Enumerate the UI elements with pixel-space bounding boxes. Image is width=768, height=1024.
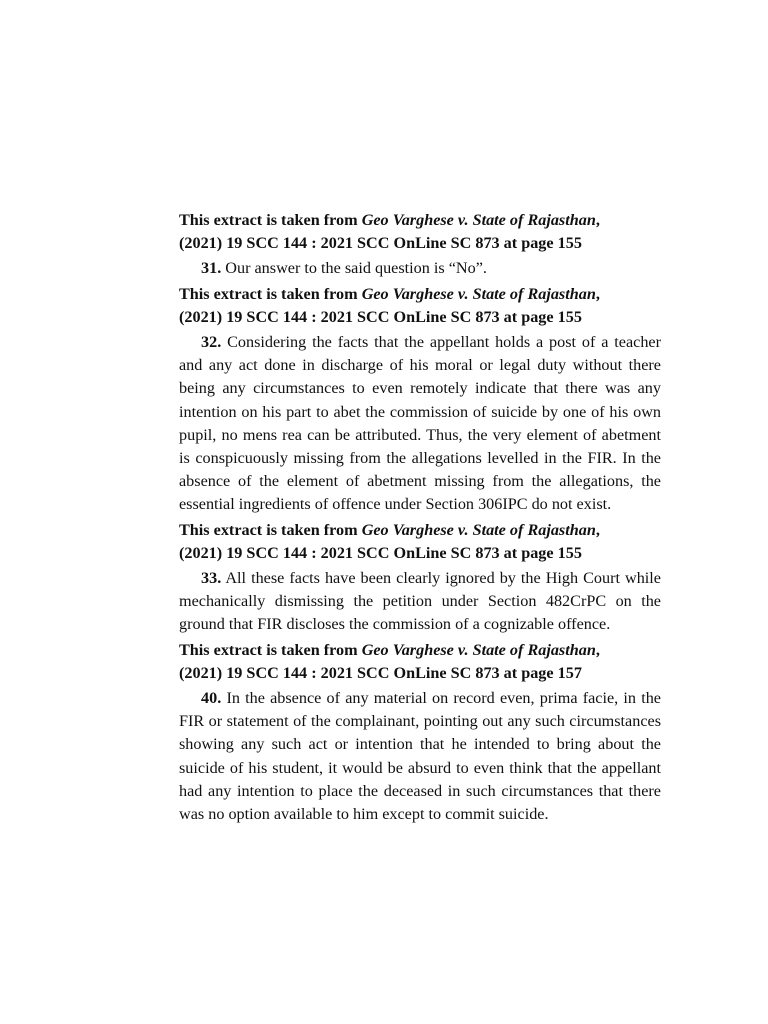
paragraph-number: 33. <box>201 569 222 588</box>
extract-header <box>179 209 661 255</box>
extract-header <box>179 519 661 565</box>
extract-prefix: This extract is taken from <box>179 284 362 303</box>
citation: (2021) 19 SCC 144 : 2021 SCC OnLine SC 873 at page 157 <box>179 663 582 682</box>
document-page <box>179 209 661 828</box>
paragraph-text: Considering the facts that the appellant holds a post of a teacher and any act done in discharge of his moral or legal duty without there being any circumstances to even remotely indicate that there was any intention on his part to abet the commission of suicide by one of his own pupil, no mens rea can be attributed. Thus, the very element of abetment is conspicuously missing from the allegations levelled in the FIR. In the absence of the element of abetment missing from the allegations, the essential ingredients of offence under Section 306IPC do not exist. <box>179 333 661 514</box>
paragraph-text: Our answer to the said question is “No”. <box>221 259 487 278</box>
extract-block <box>179 209 661 281</box>
citation: (2021) 19 SCC 144 : 2021 SCC OnLine SC 873 at page 155 <box>179 543 582 562</box>
extract-suffix: , <box>595 640 600 659</box>
paragraph-number: 32. <box>201 333 222 352</box>
extract-prefix: This extract is taken from <box>179 520 362 539</box>
case-name: Geo Varghese v. State of Rajasthan <box>361 211 596 229</box>
extract-suffix: , <box>595 520 600 539</box>
citation: (2021) 19 SCC 144 : 2021 SCC OnLine SC 873 at page 155 <box>179 234 582 253</box>
extract-block <box>179 639 661 827</box>
paragraph-text: In the absence of any material on record even, prima facie, in the FIR or statement of the complainant, pointing out any such circumstances showing any such act or intention that he intended to bring about the suicide of his student, it would be absurd to even think that the appellant had any intention to place the deceased in such circumstances that there was no option available to him except to commit suicide. <box>179 689 661 824</box>
extract-block <box>179 519 661 637</box>
paragraph <box>179 331 661 517</box>
extract-suffix: , <box>595 284 600 303</box>
case-name: Geo Varghese v. State of Rajasthan <box>361 640 596 659</box>
citation: (2021) 19 SCC 144 : 2021 SCC OnLine SC 873 at page 155 <box>179 307 582 326</box>
extract-suffix: , <box>595 211 600 229</box>
case-name: Geo Varghese v. State of Rajasthan <box>361 284 596 303</box>
case-name: Geo Varghese v. State of Rajasthan <box>361 520 596 539</box>
paragraph <box>179 567 661 637</box>
paragraph-number: 31. <box>201 259 222 278</box>
extract-header <box>179 283 661 329</box>
extract-block <box>179 283 661 517</box>
extract-prefix: This extract is taken from <box>179 211 362 229</box>
paragraph <box>179 257 661 280</box>
paragraph-text: All these facts have been clearly ignored by the High Court while mechanically dismissing the petition under Section 482CrPC on the ground that FIR discloses the commission of a cognizable offence. <box>179 569 661 634</box>
extract-header <box>179 639 661 685</box>
extract-prefix: This extract is taken from <box>179 640 362 659</box>
paragraph <box>179 687 661 826</box>
paragraph-number: 40. <box>201 689 222 708</box>
